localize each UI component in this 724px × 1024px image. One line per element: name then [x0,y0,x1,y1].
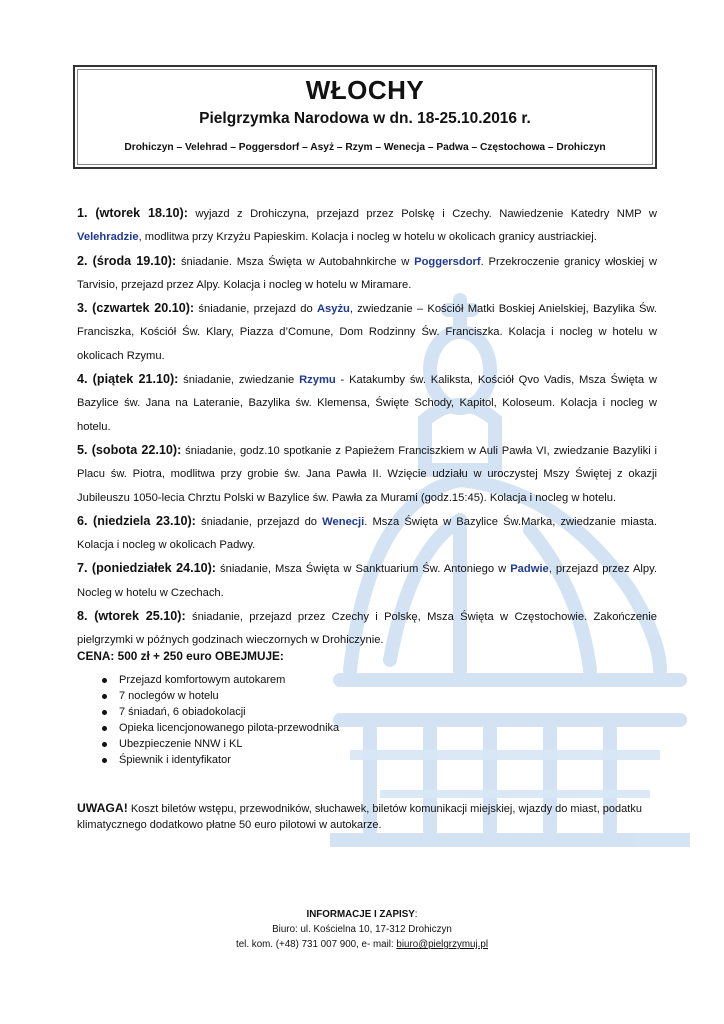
footer-address: Biuro: ul. Kościelna 10, 17-312 Drohiczyn [272,924,452,935]
day-heading: 7. (poniedziałek 24.10): [77,561,216,576]
route-line: Drohiczyn – Velehrad – Poggersdorf – Asyż – Rzym – Wenecja – Padwa – Częstochowa – Drohiczyn [124,142,606,153]
place-name: Wenecji [322,515,365,528]
day-item [77,605,657,653]
day-heading: 2. (środa 19.10): [77,253,177,268]
day-text: śniadanie, przejazd przez Czechy i Polskę, Msza Święta w Częstochowie. Zakończenie pielgrzymki w późnych godzinach wieczornych w Drohiczynie. [77,611,657,647]
day-text: śniadanie, Msza Święta w Sanktuarium Św. Antoniego w [216,563,511,576]
warning-text: Koszt biletów wstępu, przewodników, słuchawek, biletów komunikacji miejskiej, wjazdy do miast, podatku klimatycznego dodatkowo płatne 50 euro pilotowi w autokarze. [77,803,642,831]
day-heading: 3. (czwartek 20.10): [77,301,195,316]
page-title: WŁOCHY [305,75,425,105]
warning-note [77,800,657,833]
day-text: śniadanie. Msza Święta w Autobahnkirche w [176,255,415,268]
day-item [77,202,657,250]
page-subtitle: Pielgrzymka Narodowa w dn. 18-25.10.2016 r. [199,110,531,127]
day-text: śniadanie, godz.10 spotkanie z Papieżem Franciszkiem w Auli Pawła VI, zwiedzanie Bazyliki i Placu św. Piotra, modlitwa przy grobie św. Jana Pawła II. Wzięcie udziału w uroczystej Mszy Świętej z okazji Jubileuszu 1050-lecia Chrztu Polski w Bazylice św. Pawła za Murami (godz.15:45). Kolacja i nocleg w hotelu. [77,444,657,504]
list-item: Opieka licencjonowanego pilota-przewodnika [102,720,339,736]
day-item [77,439,657,510]
day-heading: 5. (sobota 22.10): [77,442,182,457]
day-text: , zwiedzanie – Kościół Matki Boskiej Anielskiej, Bazylika Św. Franciszka, Kościół Św. Klary, Piazza d’Comune, Dom Rodzinny Św. Franciszka. Kolacja i nocleg w hotelu w okolicach Rzymu. [77,303,657,362]
place-name: Velehradzie [77,231,139,244]
day-text: , modlitwa przy Krzyżu Papieskim. Kolacja i nocleg w hotelu w okolicach granicy austriackiej. [138,231,597,244]
day-text: śniadanie, przejazd do [194,303,317,316]
day-text: wyjazd z Drohiczyna, przejazd przez Polskę i Czechy. Nawiedzenie Katedry NMP w [187,208,657,220]
footer-title: INFORMACJE I ZAPISY [306,909,415,920]
list-item: 7 śniadań, 6 obiadokolacji [102,704,339,720]
day-heading: 8. (wtorek 25.10): [77,609,186,624]
place-name: Rzymu [299,374,336,387]
place-name: Padwie [510,563,549,576]
place-name: Poggersdorf [414,255,481,268]
place-name: Asyżu [316,303,350,316]
list-item: 7 noclegów w hotelu [102,688,339,704]
day-text: śniadanie, przejazd do [195,515,323,528]
email-link[interactable]: biuro@pielgrzymuj.pl [396,939,488,950]
footer [0,907,724,952]
header-box [73,65,657,169]
day-heading: 1. (wtorek 18.10): [77,206,188,220]
day-heading: 4. (piątek 21.10): [77,372,179,387]
list-item: Przejazd komfortowym autokarem [102,672,339,688]
day-item [77,250,657,298]
list-item: Ubezpieczenie NNW i KL [102,736,339,752]
day-text: , przejazd przez Alpy. Nocleg w hotelu w Czechach. [77,563,657,599]
price-heading: CENA: 500 zł + 250 euro OBEJMUJE: [77,649,284,663]
footer-colon: : [414,909,418,920]
day-text: . Msza Święta w Bazylice Św.Marka, zwiedzanie miasta. Kolacja i nocleg w okolicach Padwy. [77,515,657,552]
footer-contact: tel. kom. (+48) 731 007 900, e- mail: [236,939,397,950]
day-item [77,510,657,558]
warning-label: UWAGA! [77,801,128,815]
day-item [77,368,657,439]
list-item: Śpiewnik i identyfikator [102,752,339,768]
includes-list [102,672,339,768]
day-heading: 6. (niedziela 23.10): [77,513,196,528]
day-text: . Przekroczenie granicy włoskiej w Tarvisio, przejazd przez Alpy. Kolacja i nocleg w hotelu w Miramare. [77,255,657,291]
day-item [77,557,657,605]
day-item [77,297,657,368]
day-text: śniadanie, zwiedzanie [178,374,300,387]
day-text: - Katakumby św. Kaliksta, Kościół Qvo Vadis, Msza Święta w Bazylice św. Jana na Lateranie, Bazylika św. Klemensa, Święte Schody, Kapitol, Koloseum. Kolacja i nocleg w hotelu. [77,374,657,433]
itinerary [77,202,657,653]
